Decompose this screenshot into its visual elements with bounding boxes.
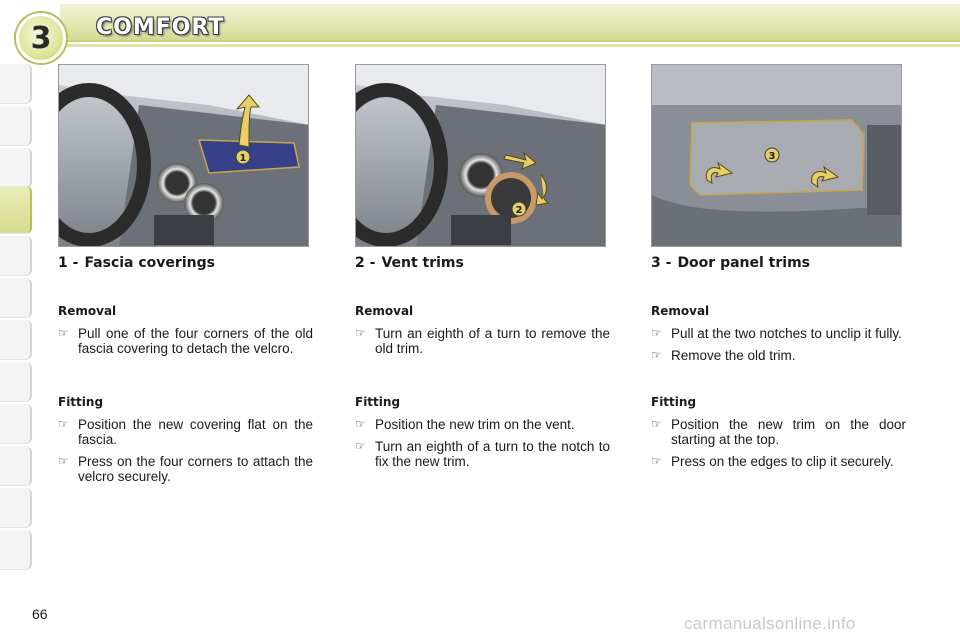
callout-1: 1 <box>239 153 247 164</box>
instruction-item: ☞ Pull one of the four corners of the old fascia covering to detach the velcro. <box>58 326 313 356</box>
removal-block <box>651 304 906 370</box>
vent-trim-photo <box>355 64 606 247</box>
chapter-tab[interactable] <box>0 278 32 318</box>
fitting-block <box>58 395 313 491</box>
pointing-hand-icon: ☞ <box>58 326 69 340</box>
section-title: 2 - Vent trims <box>355 255 464 271</box>
pointing-hand-icon: ☞ <box>355 417 366 431</box>
section-title: 1 - Fascia coverings <box>58 255 215 271</box>
page-header <box>0 0 960 60</box>
instruction-item: ☞ Remove the old trim. <box>651 348 796 363</box>
pointing-hand-icon: ☞ <box>58 417 69 431</box>
door-panel-trim-photo <box>651 64 902 247</box>
page-number: 66 <box>32 606 48 622</box>
fitting-heading: Fitting <box>58 395 104 409</box>
chapter-tab[interactable] <box>0 488 32 528</box>
chapter-tab[interactable] <box>0 446 32 486</box>
pointing-hand-icon: ☞ <box>651 417 662 431</box>
instruction-item: ☞ Turn an eighth of a turn to the notch to fix the new trim. <box>355 439 610 469</box>
instruction-item: ☞ Position the new trim on the door starting at the top. <box>651 417 906 447</box>
chapter-tab[interactable] <box>0 106 32 146</box>
chapter-tab[interactable] <box>0 530 32 570</box>
chapter-tab[interactable] <box>0 64 32 104</box>
watermark: carmanualsonline.info <box>684 614 856 633</box>
removal-heading: Removal <box>355 304 414 318</box>
chapter-tab[interactable] <box>0 236 32 276</box>
chapter-title: COMFORT <box>96 15 225 40</box>
pointing-hand-icon: ☞ <box>58 454 69 468</box>
header-rule <box>60 44 960 47</box>
pointing-hand-icon: ☞ <box>355 439 366 453</box>
chapter-tabs <box>0 64 34 576</box>
removal-heading: Removal <box>651 304 710 318</box>
section-fascia-coverings <box>58 255 313 484</box>
pointing-hand-icon: ☞ <box>651 348 662 362</box>
chapter-tab-active[interactable] <box>0 186 32 234</box>
instruction-item: ☞ Press on the four corners to attach the velcro securely. <box>58 454 313 484</box>
pointing-hand-icon: ☞ <box>651 326 662 340</box>
chapter-tab[interactable] <box>0 404 32 444</box>
instruction-item: ☞ Position the new covering flat on the fascia. <box>58 417 313 447</box>
chapter-tab[interactable] <box>0 362 32 402</box>
chapter-tab[interactable] <box>0 148 32 188</box>
fascia-covering-photo <box>58 64 309 247</box>
section-title: 3 - Door panel trims <box>651 255 810 271</box>
pointing-hand-icon: ☞ <box>651 454 662 468</box>
instruction-item: ☞ Press on the edges to clip it securely. <box>651 454 894 469</box>
instruction-item: ☞ Turn an eighth of a turn to remove the old trim. <box>355 326 610 356</box>
pointing-hand-icon: ☞ <box>355 326 366 340</box>
callout-3: 3 <box>768 151 776 162</box>
instruction-item: ☞ Pull at the two notches to unclip it fully. <box>651 326 902 341</box>
instruction-item: ☞ Position the new trim on the vent. <box>355 417 575 432</box>
removal-heading: Removal <box>58 304 117 318</box>
chapter-tab[interactable] <box>0 320 32 360</box>
section-vent-trims <box>355 255 610 469</box>
chapter-badge <box>16 13 66 63</box>
callout-2: 2 <box>515 205 523 216</box>
fitting-heading: Fitting <box>651 395 697 409</box>
fitting-block <box>651 395 906 476</box>
fitting-heading: Fitting <box>355 395 401 409</box>
chapter-number: 3 <box>30 20 52 56</box>
fitting-block <box>355 395 610 476</box>
section-door-panel-trims <box>651 255 906 469</box>
removal-block <box>58 304 313 363</box>
removal-block <box>355 304 610 363</box>
